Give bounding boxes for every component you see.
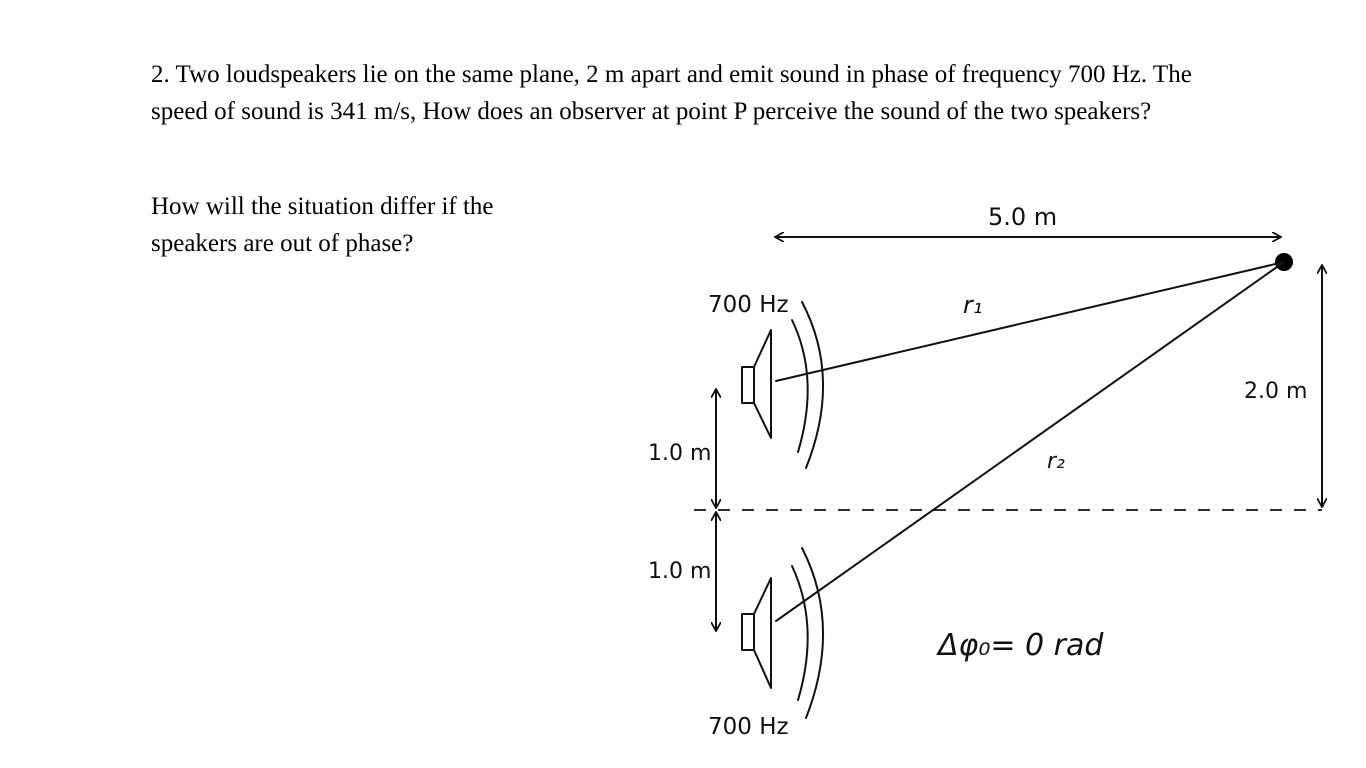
lower-spacing-label: 1.0 m xyxy=(648,559,712,584)
upper-speaker-icon xyxy=(742,302,823,468)
path-label-r2: r₂ xyxy=(1047,449,1065,474)
followup-question: How will the situation differ if the speakers are out of phase? xyxy=(151,193,494,257)
phase-difference-label: Δφ₀= 0 rad xyxy=(938,628,1104,663)
upper-spacing-label: 1.0 m xyxy=(648,441,712,466)
lower-frequency-label: 700 Hz xyxy=(708,714,789,740)
upper-frequency-label: 700 Hz xyxy=(708,292,789,318)
path-line-r1 xyxy=(776,262,1284,381)
path-label-r1: r₁ xyxy=(963,291,983,319)
path-line-r2 xyxy=(776,262,1284,621)
vertical-distance-label: 2.0 m xyxy=(1244,379,1308,404)
horizontal-distance-label: 5.0 m xyxy=(988,203,1058,231)
question-text: 2. Two loudspeakers lie on the same plane, 2 m apart and emit sound in phase of frequency 700 Hz. The speed of sound is 341 m/s, How does an observer at point P perceive the sound of the two speakers? xyxy=(151,61,1192,125)
lower-speaker-icon xyxy=(742,548,823,718)
